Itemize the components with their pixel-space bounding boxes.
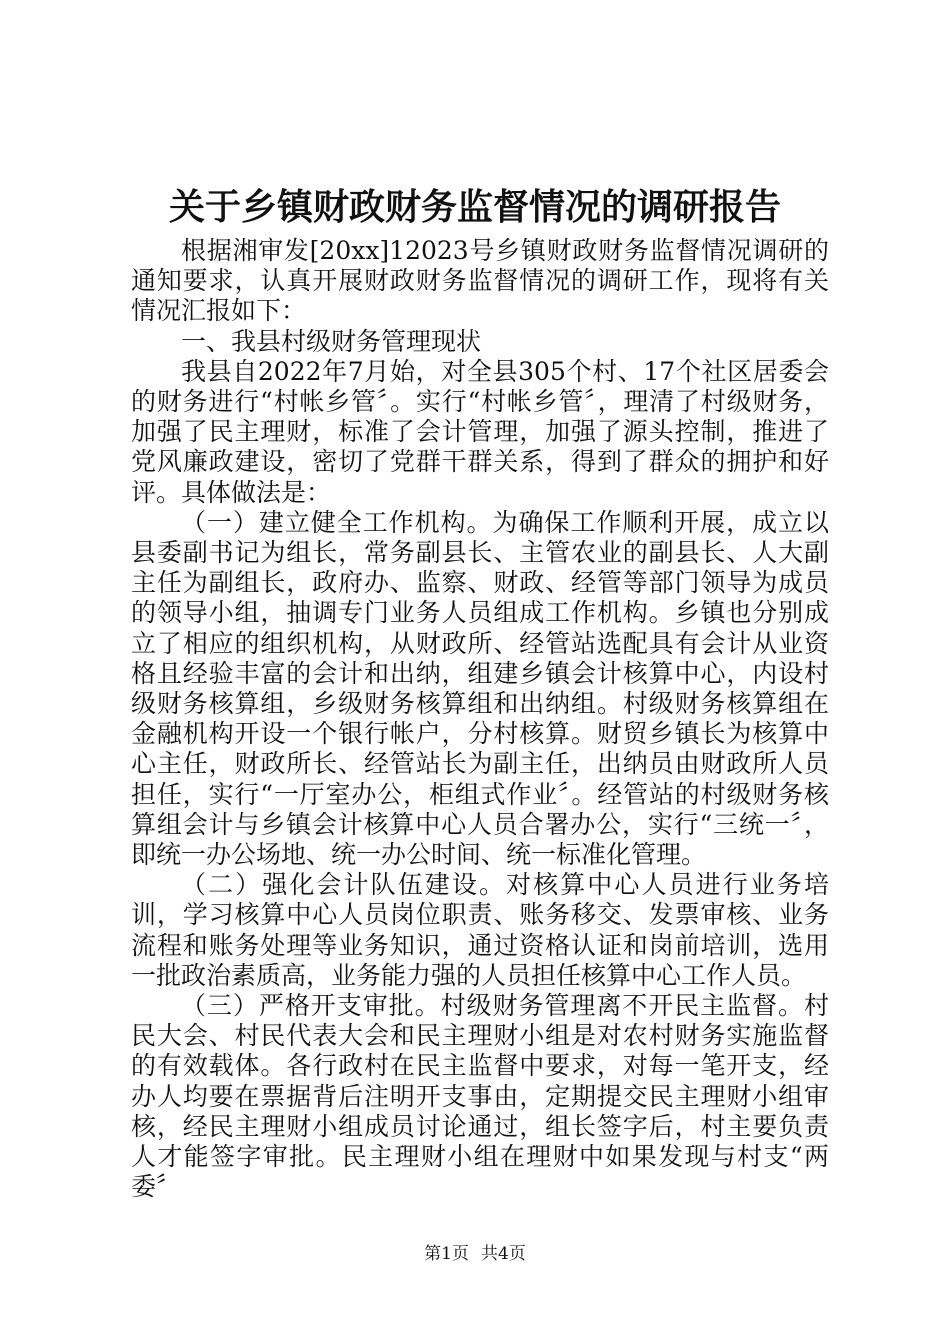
paragraph-status: 我县自2022年7月始，对全县305个村、17个社区居委会的财务进行“村帐乡管〞。实行“村帐乡管〞，理清了村级财务，加强了民主理财，标准了会计管理，加强了源头控制，推进了党风廉政建设，密切了党群干群关系，得到了群众的拥护和好评。具体做法是： bbox=[131, 356, 829, 507]
paragraph-intro: 根据湘审发[20xx]12023号乡镇财政财务监督情况调研的通知要求，认真开展财政财务监督情况的调研工作，现将有关情况汇报如下： bbox=[131, 236, 829, 326]
page-number-total: 共4页 bbox=[481, 1244, 526, 1264]
paragraph-item-1: （一）建立健全工作机构。为确保工作顺利开展，成立以县委副书记为组长，常务副县长、主管农业的副县长、人大副主任为副组长，政府办、监察、财政、经管等部门领导为成员的领导小组，抽调专门业务人员组成工作机构。乡镇也分别成立了相应的组织机构，从财政所、经管站选配具有会计从业资格且经验丰富的会计和出纳，组建乡镇会计核算中心，内设村级财务核算组，乡级财务核算组和出纳组。村级财务核算组在金融机构开设一个银行帐户，分村核算。财贸乡镇长为核算中心主任，财政所长、经管站长为副主任，出纳员由财政所人员担任，实行“一厅室办公，柜组式作业〞。经管站的村级财务核算组会计与乡镇会计核算中心人员合署办公，实行“三统一〞，即统一办公场地、统一办公时间、统一标准化管理。 bbox=[131, 507, 829, 870]
page-number-current: 第1页 bbox=[424, 1244, 469, 1264]
page-footer bbox=[0, 1242, 950, 1266]
paragraph-item-3: （三）严格开支审批。村级财务管理离不开民主监督。村民大会、村民代表大会和民主理财小组是对农村财务实施监督的有效载体。各行政村在民主监督中要求，对每一笔开支，经办人均要在票据背后注明开支事由，定期提交民主理财小组审核，经民主理财小组成员讨论通过，组长签字后，村主要负责人才能签字审批。民主理财小组在理财中如果发现与村支“两委〞 bbox=[131, 991, 829, 1202]
document-title: 关于乡镇财政财务监督情况的调研报告 bbox=[168, 186, 781, 228]
document-body bbox=[131, 236, 829, 1203]
section-heading-1: 一、我县村级财务管理现状 bbox=[181, 326, 482, 356]
paragraph-item-2: （二）强化会计队伍建设。对核算中心人员进行业务培训，学习核算中心人员岗位职责、账务移交、发票审核、业务流程和账务处理等业务知识，通过资格认证和岗前培训，选用一批政治素质高，业务能力强的人员担任核算中心工作人员。 bbox=[131, 870, 829, 990]
